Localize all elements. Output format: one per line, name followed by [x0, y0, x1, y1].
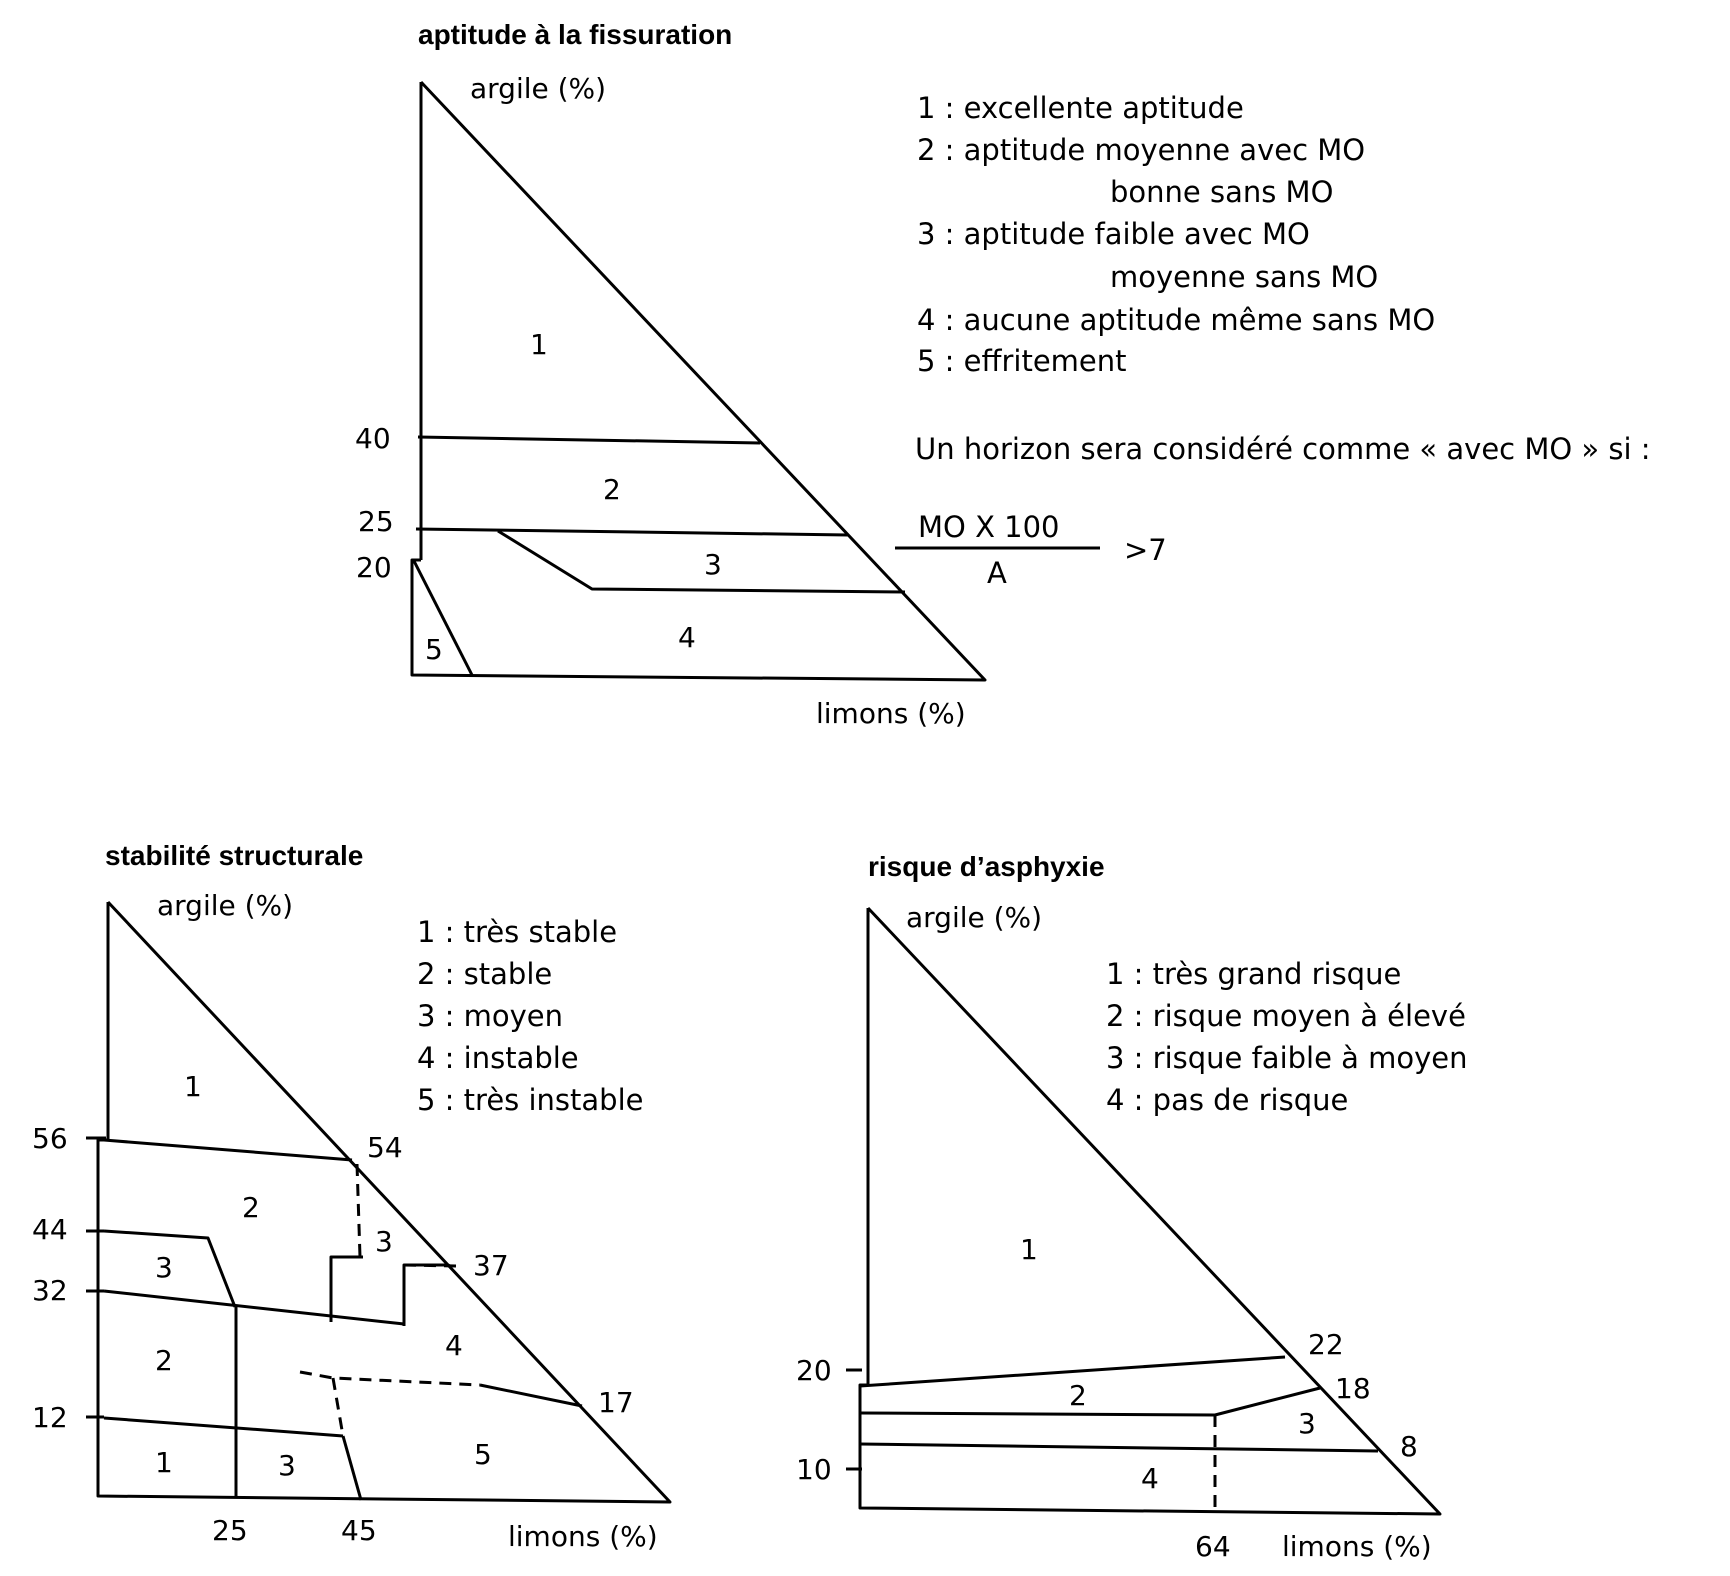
stabilite-legend-4: 4 : instable	[417, 1041, 579, 1075]
fissuration-line-25	[416, 529, 848, 535]
asphyxie-line-2-3	[860, 1388, 1320, 1415]
formula-condition: >7	[1124, 533, 1167, 567]
stabilite-diagram	[32, 840, 670, 1553]
stabilite-zone-3-right: 3	[375, 1225, 393, 1258]
fissuration-zone-3: 3	[704, 548, 722, 581]
stabilite-axis-y-label: argile (%)	[157, 889, 294, 922]
fissuration-diagram	[355, 19, 1651, 730]
stabilite-legend-2: 2 : stable	[417, 957, 553, 991]
asphyxie-legend-1: 1 : très grand risque	[1106, 957, 1402, 991]
fissuration-legend-5: 5 : effritement	[917, 344, 1127, 378]
stabilite-triangle	[98, 902, 670, 1502]
stabilite-axis-x-label: limons (%)	[508, 1520, 658, 1553]
asphyxie-tick-x-64: 64	[1195, 1530, 1231, 1563]
stabilite-edge-54: 54	[367, 1131, 403, 1164]
stabilite-zone3-step-right	[404, 1265, 448, 1326]
formula-numerator: MO X 100	[918, 510, 1060, 544]
asphyxie-edge-22: 22	[1308, 1328, 1344, 1361]
asphyxie-legend-4: 4 : pas de risque	[1106, 1083, 1349, 1117]
fissuration-legend-2b: bonne sans MO	[1110, 175, 1334, 209]
asphyxie-zone-1: 1	[1020, 1233, 1038, 1266]
stabilite-zone-5: 5	[474, 1438, 492, 1471]
stabilite-dash-4-5	[300, 1372, 480, 1385]
stabilite-tick-44: 44	[32, 1213, 68, 1246]
fissuration-axis-x-label: limons (%)	[816, 697, 966, 730]
stabilite-legend	[417, 915, 643, 1117]
fissuration-formula	[895, 510, 1167, 590]
stabilite-tick-12: 12	[32, 1401, 68, 1434]
asphyxie-zone-3: 3	[1298, 1407, 1316, 1440]
fissuration-line-40	[418, 437, 760, 443]
asphyxie-title: risque d’asphyxie	[868, 851, 1105, 882]
fissuration-legend-1: 1 : excellente aptitude	[917, 91, 1244, 125]
fissuration-tick-40: 40	[355, 422, 391, 455]
asphyxie-zone-2: 2	[1069, 1379, 1087, 1412]
fissuration-tick-20: 20	[356, 551, 392, 584]
fissuration-axis-y-label: argile (%)	[470, 72, 607, 105]
asphyxie-legend-3: 3 : risque faible à moyen	[1106, 1041, 1468, 1075]
asphyxie-diagram	[796, 851, 1468, 1563]
stabilite-legend-5: 5 : très instable	[417, 1083, 644, 1117]
asphyxie-edge-18: 18	[1335, 1372, 1371, 1405]
fissuration-note: Un horizon sera considéré comme « avec MO » si :	[915, 432, 1651, 466]
stabilite-line-12	[104, 1418, 343, 1436]
fissuration-zone-5: 5	[425, 633, 443, 666]
stabilite-zone-2-left: 2	[155, 1344, 173, 1377]
stabilite-dash-37	[404, 1265, 456, 1266]
stabilite-tick-x-25: 25	[212, 1514, 248, 1547]
stabilite-zone-1-top: 1	[184, 1070, 202, 1103]
stabilite-legend-3: 3 : moyen	[417, 999, 564, 1033]
fissuration-legend-2: 2 : aptitude moyenne avec MO	[917, 133, 1366, 167]
asphyxie-line-10-8	[860, 1444, 1378, 1451]
stabilite-zone3-step-left	[331, 1257, 363, 1322]
asphyxie-edge-8: 8	[1400, 1430, 1418, 1463]
stabilite-tick-32: 32	[32, 1274, 68, 1307]
fissuration-legend-3: 3 : aptitude faible avec MO	[917, 217, 1310, 251]
stabilite-line-4-5	[480, 1385, 582, 1406]
stabilite-line-32	[104, 1291, 404, 1324]
stabilite-line-56-54	[104, 1140, 352, 1160]
stabilite-zone-3-bottom: 3	[278, 1449, 296, 1482]
stabilite-edge-37: 37	[473, 1249, 509, 1282]
asphyxie-axis-y-label: argile (%)	[906, 901, 1043, 934]
stabilite-dash-54	[357, 1164, 360, 1257]
fissuration-legend-4: 4 : aucune aptitude même sans MO	[917, 303, 1436, 337]
fissuration-zone-1: 1	[530, 328, 548, 361]
asphyxie-zone-4: 4	[1141, 1462, 1159, 1495]
asphyxie-legend-2: 2 : risque moyen à élevé	[1106, 999, 1466, 1033]
stabilite-tick-56: 56	[32, 1122, 68, 1155]
fissuration-legend-3b: moyenne sans MO	[1110, 260, 1379, 294]
asphyxie-tick-20: 20	[796, 1354, 832, 1387]
asphyxie-legend	[1106, 957, 1468, 1117]
stabilite-tick-x-45: 45	[341, 1514, 377, 1547]
stabilite-dash-x45	[333, 1378, 343, 1436]
stabilite-title: stabilité structurale	[105, 840, 364, 871]
fissuration-tick-25: 25	[358, 505, 394, 538]
stabilite-line-x45-low	[343, 1436, 361, 1500]
fissuration-title: aptitude à la fissuration	[418, 19, 733, 50]
fissuration-zone-2: 2	[603, 473, 621, 506]
formula-denominator: A	[987, 556, 1007, 590]
fissuration-line-3-4	[498, 531, 905, 592]
asphyxie-tick-10: 10	[796, 1453, 832, 1486]
stabilite-zone-4: 4	[445, 1329, 463, 1362]
stabilite-zone-2-top: 2	[242, 1191, 260, 1224]
fissuration-zone-4: 4	[678, 621, 696, 654]
stabilite-zone-1-bottom: 1	[155, 1446, 173, 1479]
asphyxie-axis-x-label: limons (%)	[1282, 1530, 1432, 1563]
fissuration-line-5	[414, 561, 472, 675]
stabilite-legend-1: 1 : très stable	[417, 915, 618, 949]
stabilite-zone-3-left: 3	[155, 1251, 173, 1284]
stabilite-edge-17: 17	[598, 1386, 634, 1419]
fissuration-legend	[917, 91, 1435, 378]
